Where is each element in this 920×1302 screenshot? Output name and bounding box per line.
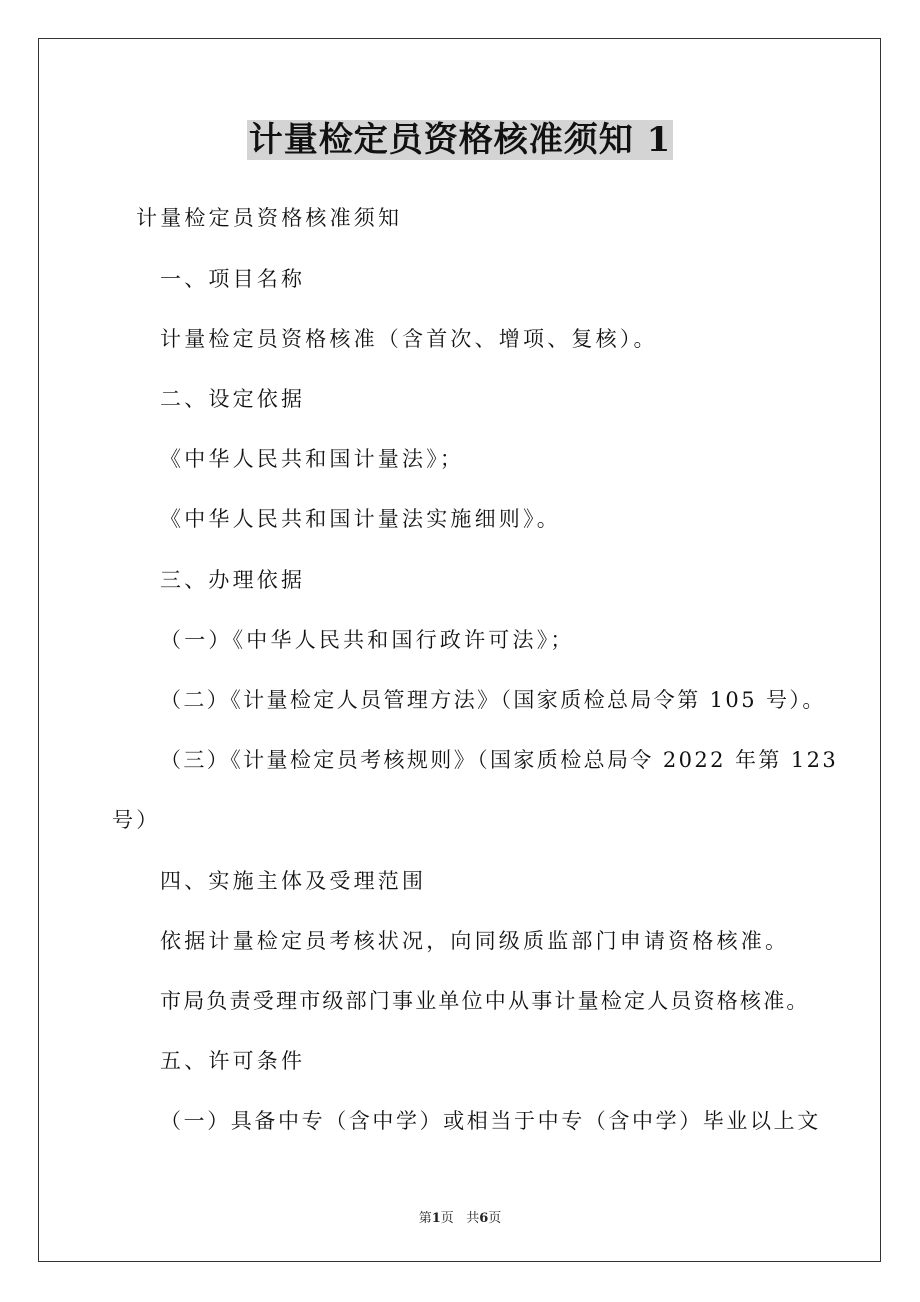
doc-line-paragraph: 依据计量检定员考核状况，向同级质监部门申请资格核准。: [160, 929, 790, 953]
doc-line-paragraph: （一）具备中专（含中学）或相当于中专（含中学）毕业以上文: [160, 1109, 821, 1133]
doc-line-paragraph: （三）《计量检定员考核规则》（国家质检总局令 2022 年第 123: [160, 748, 839, 772]
footer-total-suffix: 页: [488, 1211, 502, 1226]
doc-line-heading-1: 一、项目名称: [160, 267, 306, 291]
doc-line-paragraph: 计量检定员资格核准（含首次、增项、复核）。: [160, 327, 658, 351]
document-title: 计量检定员资格核准须知 1: [248, 120, 672, 160]
doc-line-heading-3: 三、办理依据: [160, 568, 306, 592]
doc-line-heading-2: 二、设定依据: [160, 387, 306, 411]
doc-line-paragraph: （二）《计量检定人员管理方法》（国家质检总局令第 105 号）。: [160, 688, 826, 712]
footer-total-prefix: 共: [466, 1211, 480, 1226]
doc-line-heading-4: 四、实施主体及受理范围: [160, 869, 427, 893]
doc-line-subtitle: 计量检定员资格核准须知: [136, 206, 403, 230]
footer-page-suffix: 页: [440, 1211, 454, 1226]
doc-line-paragraph: 《中华人民共和国计量法实施细则》。: [160, 507, 561, 531]
document-title-wrap: [0, 112, 920, 161]
doc-line-heading-5: 五、许可条件: [160, 1049, 306, 1073]
doc-line-paragraph: （一）《中华人民共和国行政许可法》；: [160, 628, 575, 652]
doc-line-paragraph: 市局负责受理市级部门事业单位中从事计量检定人员资格核准。: [160, 989, 810, 1013]
footer-total-pages: 6: [479, 1211, 489, 1226]
doc-line-continuation: 号）: [112, 808, 161, 832]
footer-page-number: 1: [431, 1211, 441, 1226]
footer-prefix: 第: [418, 1211, 432, 1226]
page-footer: [0, 1207, 920, 1226]
doc-line-paragraph: 《中华人民共和国计量法》；: [160, 447, 465, 471]
